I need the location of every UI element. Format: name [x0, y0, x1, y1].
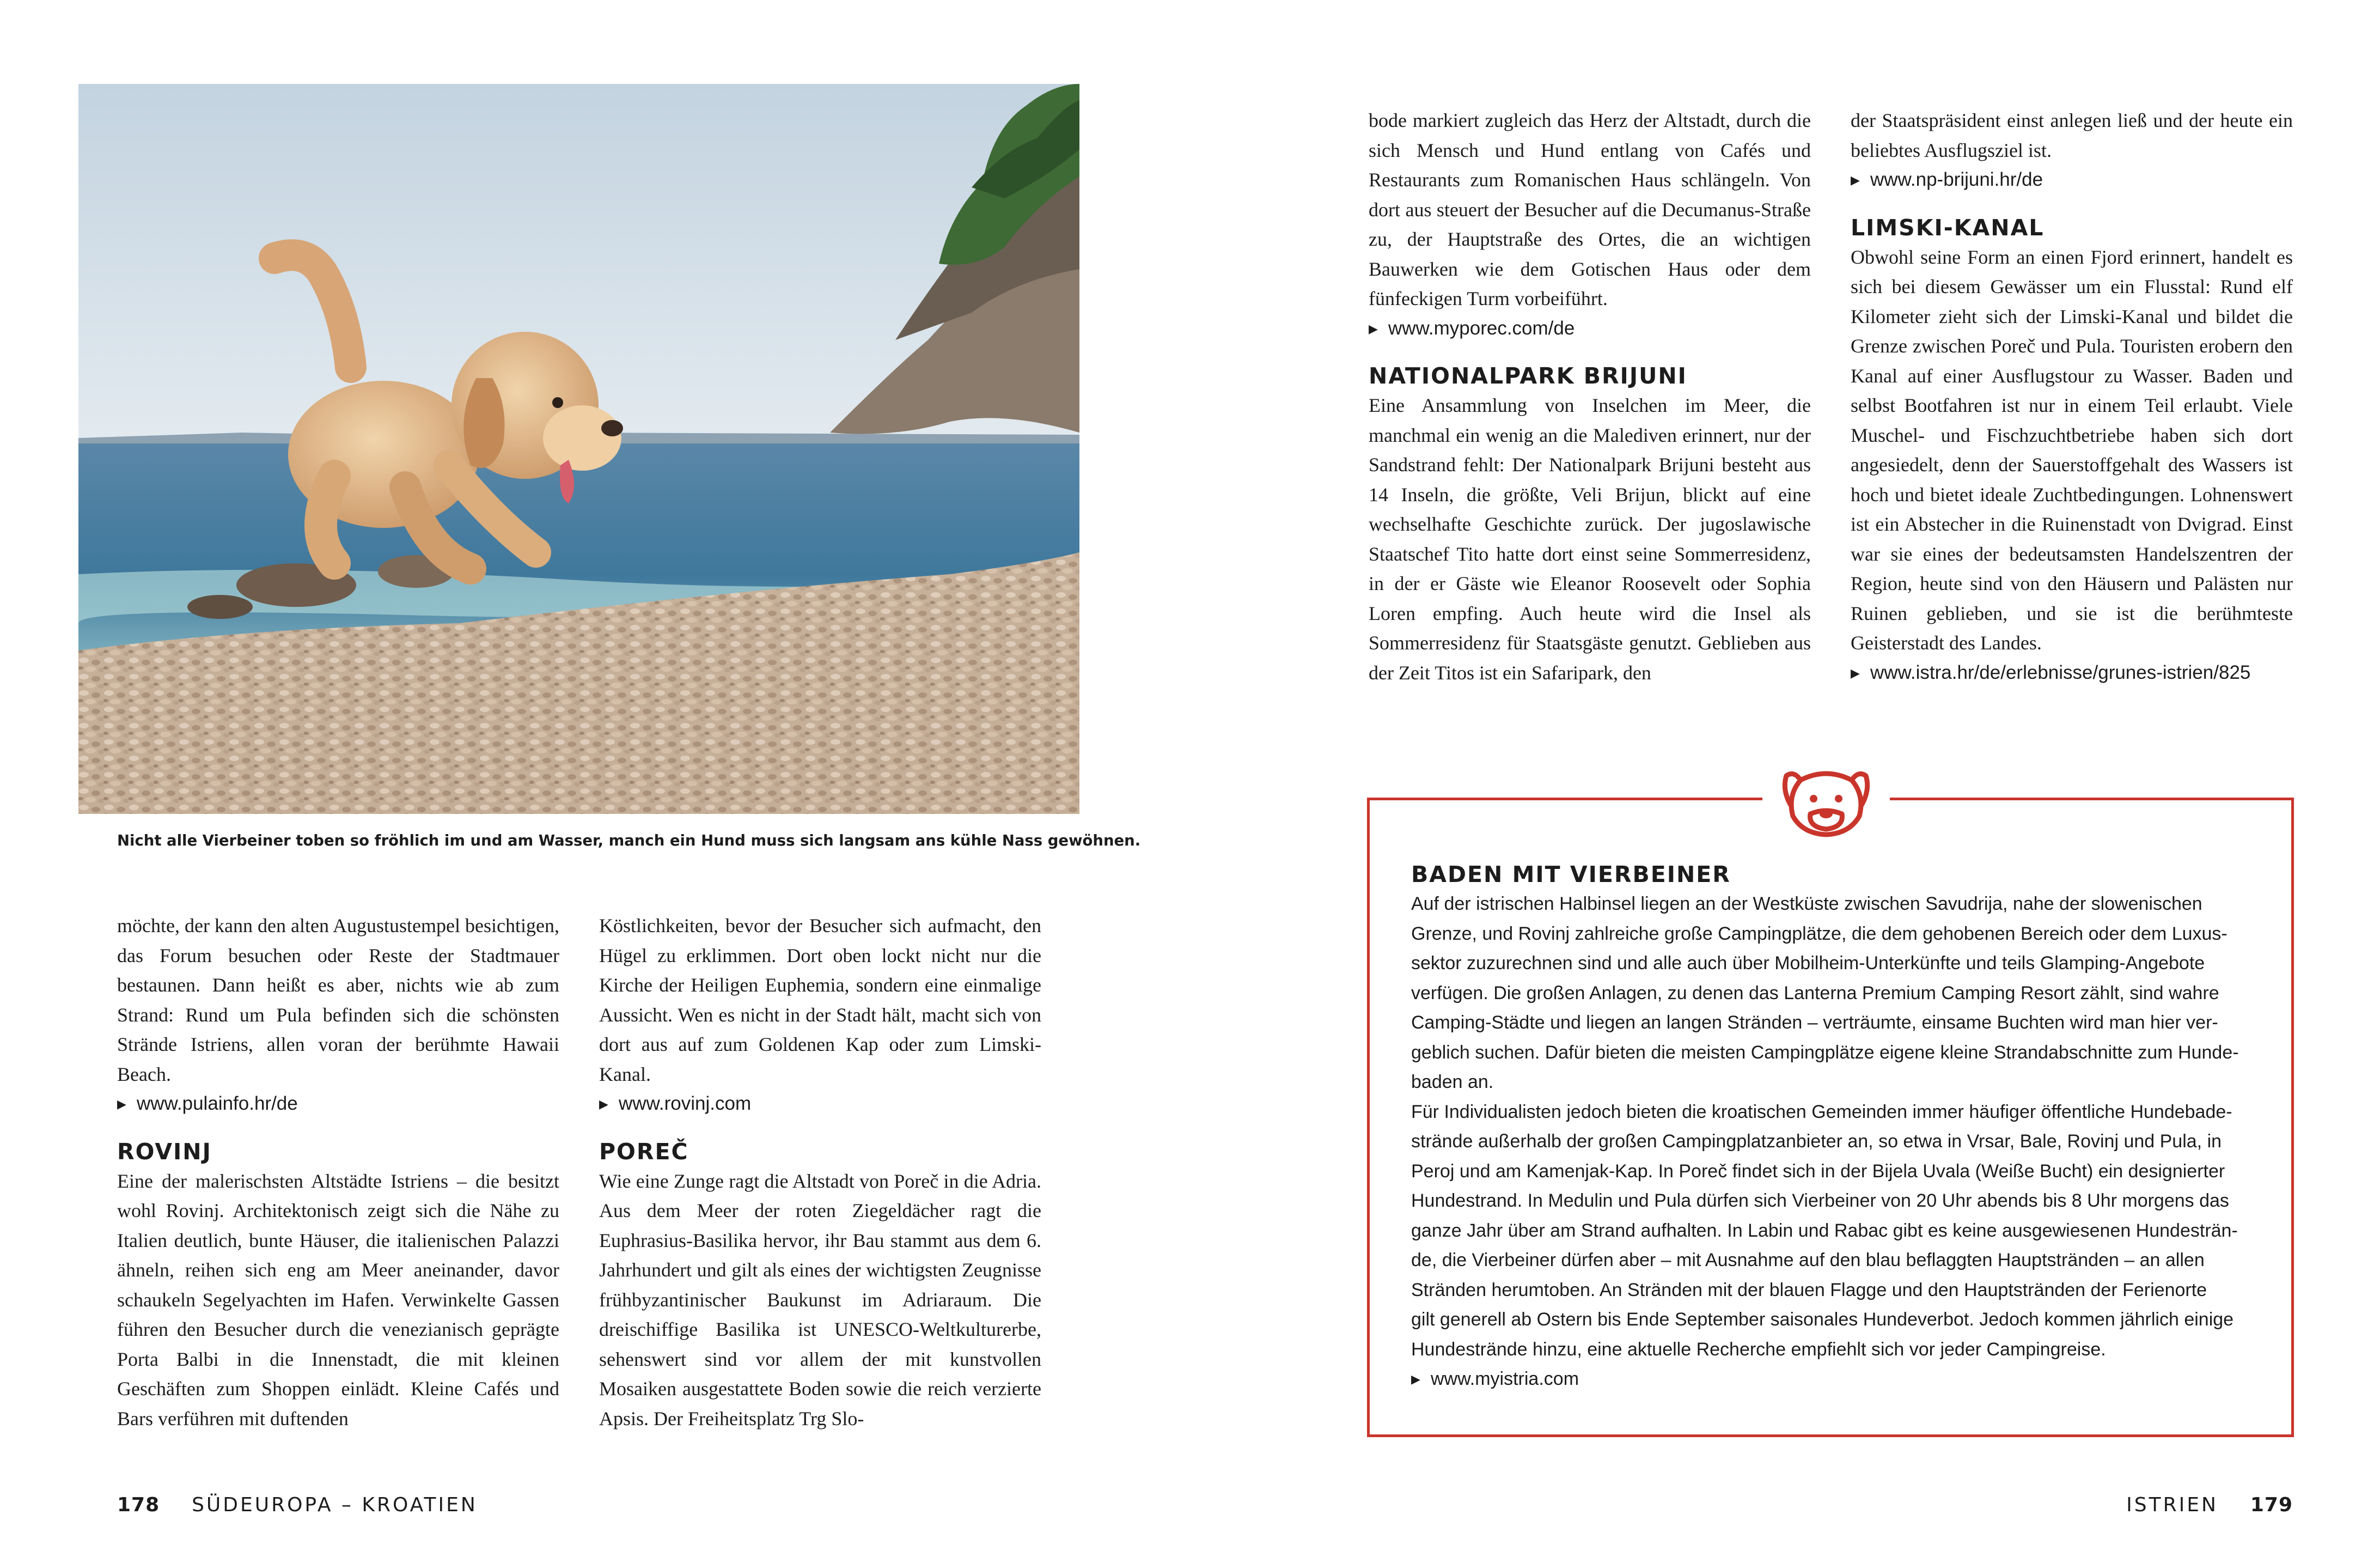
info-box-line: Stränden herumtoben. An Stränden mit der blauen Flagge und den Hauptstränden der Ferienorte [1411, 1279, 2207, 1300]
rovinj-url[interactable]: www.rovinj.com [619, 1093, 752, 1114]
istra-url[interactable]: www.istra.hr/de/erlebnisse/grunes-istrien/825 [1870, 661, 2251, 683]
right-running-title: ISTRIEN [2126, 1494, 2218, 1516]
dog-face-icon [1762, 757, 1890, 840]
dog-face-icon-wrap [1762, 757, 1890, 840]
brijuni-url[interactable]: www.np-brijuni.hr/de [1870, 169, 2043, 190]
rcol2-intro: der Staatspräsident einst anlegen ließ und der heute ein beliebtes Ausflugsziel ist. [1851, 110, 2293, 161]
limski-heading: LIMSKI-KANAL [1851, 214, 2045, 241]
left-column-2 [599, 911, 1041, 1433]
porec-url[interactable]: www.myporec.com/de [1388, 317, 1575, 339]
myistria-link[interactable] [1411, 1364, 2261, 1395]
pula-link[interactable] [117, 1089, 559, 1120]
left-page-number: 178 [117, 1494, 160, 1516]
left-folio [117, 1494, 478, 1516]
pula-url[interactable]: www.pulainfo.hr/de [137, 1093, 298, 1114]
left-column-1 [117, 911, 559, 1433]
right-page-number: 179 [2250, 1494, 2293, 1516]
info-box-line: verfügen. Die großen Anlagen, zu denen das Lanterna Premium Camping Resort zählt, sind wahre [1411, 982, 2219, 1003]
porec-heading: POREČ [599, 1138, 689, 1165]
triangle-arrow-icon: ▶ [1411, 1372, 1420, 1386]
triangle-arrow-icon: ▶ [1369, 321, 1378, 336]
info-box-text [1411, 889, 2261, 1364]
col1-intro: möchte, der kann den alten Augustustempel besichtigen, das Forum besuchen oder Reste der Stadtmauer bestaunen. Dann heißt es aber, nichts wie ab zum Strand: Rund um Pula befinden sich die schönsten Strände Istriens, allen voran der berühmte Hawaii Beach. [117, 915, 559, 1085]
info-box-line: Für Individualisten jedoch bieten die kroatischen Gemeinden immer häufiger öffentliche Hundebade- [1411, 1101, 2232, 1122]
rovinj-link[interactable] [599, 1089, 1041, 1120]
info-box-line: geblich suchen. Dafür bieten die meisten Campingplätze eigene kleine Strandabschnitte zum Hunde- [1411, 1042, 2239, 1063]
rovinj-text: Eine der malerischsten Altstädte Istriens – die besitzt wohl Rovinj. Architektonisch zeigt sich die Nähe zu Italien deutlich, bunte Häuser, die italienischen Palazzi ähneln, reihen sich eng am Meer aneinander, davor schaukeln Segelyachten im Hafen. Verwinkelte Gassen führen den Besucher durch die venezianisch geprägte Porta Balbi in die Innenstadt, die mit kleinen Geschäften zum Shoppen einlädt. Kleine Cafés und Bars verführen mit duftenden [117, 1170, 559, 1430]
porec-link[interactable] [1369, 314, 1811, 344]
triangle-arrow-icon: ▶ [1851, 666, 1860, 680]
triangle-arrow-icon: ▶ [1851, 173, 1860, 187]
brijuni-text: Eine Ansammlung von Inselchen im Meer, die manchmal ein wenig an die Malediven erinnert, nur der Sandstrand fehlt: Der Nationalpark Brijuni besteht aus 14 Inseln, die größte, Veli Brijun, blickt auf eine wechselhafte Geschichte zurück. Der jugoslawische Staatschef Tito hatte dort einst seine Sommerresidenz, in der er Gäste wie Eleanor Roosevelt oder Sophia Loren empfing. Auch heute wird die Insel als Sommerresidenz für Staatsgäste genutzt. Geblieben aus der Zeit Titos ist ein Safaripark, den [1369, 394, 1811, 684]
right-folio [2126, 1494, 2293, 1516]
triangle-arrow-icon: ▶ [599, 1097, 608, 1111]
istra-link[interactable] [1851, 658, 2293, 689]
info-box-line: Hundestrand. In Medulin und Pula dürfen sich Vierbeiner von 20 Uhr abends bis 8 Uhr morgens das [1411, 1190, 2229, 1211]
brijuni-link[interactable] [1851, 165, 2293, 196]
info-box-line: Auf der istrischen Halbinsel liegen an der Westküste zwischen Savudrija, nahe der slowenischen [1411, 893, 2202, 914]
info-box-line: sektor zuzurechnen sind und alle auch über Mobilheim-Unterkünfte und teils Glamping-Angebote [1411, 953, 2205, 974]
porec-text: Wie eine Zunge ragt die Altstadt von Poreč in die Adria. Aus dem Meer der roten Ziegeldächer ragt die Euphrasius-Basilika hervor, ihr Bau stammt aus dem 6. Jahrhundert und gilt als eines der wichtigsten Zeugnisse frühbyzantinischer Baukunst im Adriaraum. Die dreischiffige Basilika ist UNESCO-Weltkulturerbe, sehenswert sind vor allem der mit kunstvollen Mosaiken ausgestattete Boden sowie die reich verzierte Apsis. Der Freiheitsplatz Trg Slo- [599, 1170, 1041, 1430]
info-box-line: Hundestrände hinzu, eine aktuelle Recherche empfiehlt sich vor jeder Campingreise. [1411, 1339, 2106, 1360]
rovinj-heading: ROVINJ [117, 1138, 212, 1165]
info-box-line: strände außerhalb der großen Campingplatzanbieter an, so etwa in Vrsar, Bale, Rovinj und Pula, in [1411, 1131, 2222, 1152]
info-box-line: Grenze, und Rovinj zahlreiche große Campingplätze, die dem gehobenen Bereich oder dem Luxus- [1411, 923, 2228, 944]
info-box-line: Peroj und am Kamenjak-Kap. In Poreč findet sich in der Bijela Uvala (Weiße Bucht) ein designierter [1411, 1160, 2225, 1182]
right-column-2 [1851, 106, 2293, 688]
rcol1-intro: bode markiert zugleich das Herz der Altstadt, durch die sich Mensch und Hund entlang von Cafés und Restaurants zum Romanischen Haus schlängeln. Von dort aus steuert der Besucher auf die Decumanus-Straße zu, der Hauptstraße des Ortes, die an wichtigen Bauwerken wie dem Gotischen Haus oder dem fünfeckigen Turm vorbeiführt. [1369, 110, 1811, 309]
info-box-content [1411, 860, 2261, 1395]
right-column-1 [1369, 106, 1811, 688]
info-box-line: Camping-Städte und liegen an langen Stränden – verträumte, einsame Buchten wird man hier ver- [1411, 1012, 2218, 1033]
brijuni-heading: NATIONALPARK BRIJUNI [1369, 363, 1687, 389]
left-running-title: SÜDEUROPA – KROATIEN [192, 1494, 478, 1516]
info-box-heading: BADEN MIT VIERBEINER [1411, 861, 1731, 887]
dog-photo [78, 84, 1079, 814]
info-box-line: baden an. [1411, 1072, 1494, 1092]
info-box-line: gilt generell ab Ostern bis Ende September saisonales Hundeverbot. Jedoch kommen jährlich einige [1411, 1309, 2234, 1330]
limski-text: Obwohl seine Form an einen Fjord erinnert, handelt es sich bei diesem Gewässer um ein Flusstal: Rund elf Kilometer zieht sich der Limski-Kanal und bildet die Grenze zwischen Poreč und Pula. Touristen erobern den Kanal auf einer Ausflugstour zu Wasser. Baden und selbst Bootfahren ist nur in einem Teil erlaubt. Viele Muschel- und Fischzuchtbetriebe haben sich dort angesiedelt, denn der Sauerstoffgehalt des Wassers ist hoch und bietet ideale Zuchtbedingungen. Lohnenswert ist ein Abstecher in die Ruinenstadt von Dvigrad. Einst war sie eines der bedeutsamsten Handelszentren der Region, heute sind von den Häusern und Palästen nur Ruinen geblieben, und sie ist die berühmteste Geisterstadt des Landes. [1851, 246, 2293, 654]
triangle-arrow-icon: ▶ [117, 1097, 126, 1111]
col2-intro: Köstlichkeiten, bevor der Besucher sich aufmacht, den Hügel zu erklimmen. Dort oben lockt nicht nur die Kirche der Heiligen Euphemia, sondern eine einmalige Aussicht. Wen es nicht in der Stadt hält, macht sich von dort aus auf zum Goldenen Kap oder zum Limski-Kanal. [599, 915, 1041, 1085]
info-box-line: ganze Jahr über am Strand aufhalten. In Labin und Rabac gibt es keine ausgewiesenen Hundesträn- [1411, 1220, 2238, 1241]
myistria-url[interactable]: www.myistria.com [1431, 1369, 1579, 1389]
info-box-line: de, die Vierbeiner dürfen aber – mit Ausnahme auf den blau beflaggten Hauptstränden – an allen [1411, 1250, 2205, 1270]
photo-caption: Nicht alle Vierbeiner toben so fröhlich im und am Wasser, manch ein Hund muss sich langsam ans kühle Nass gewöhnen. [117, 832, 1141, 849]
